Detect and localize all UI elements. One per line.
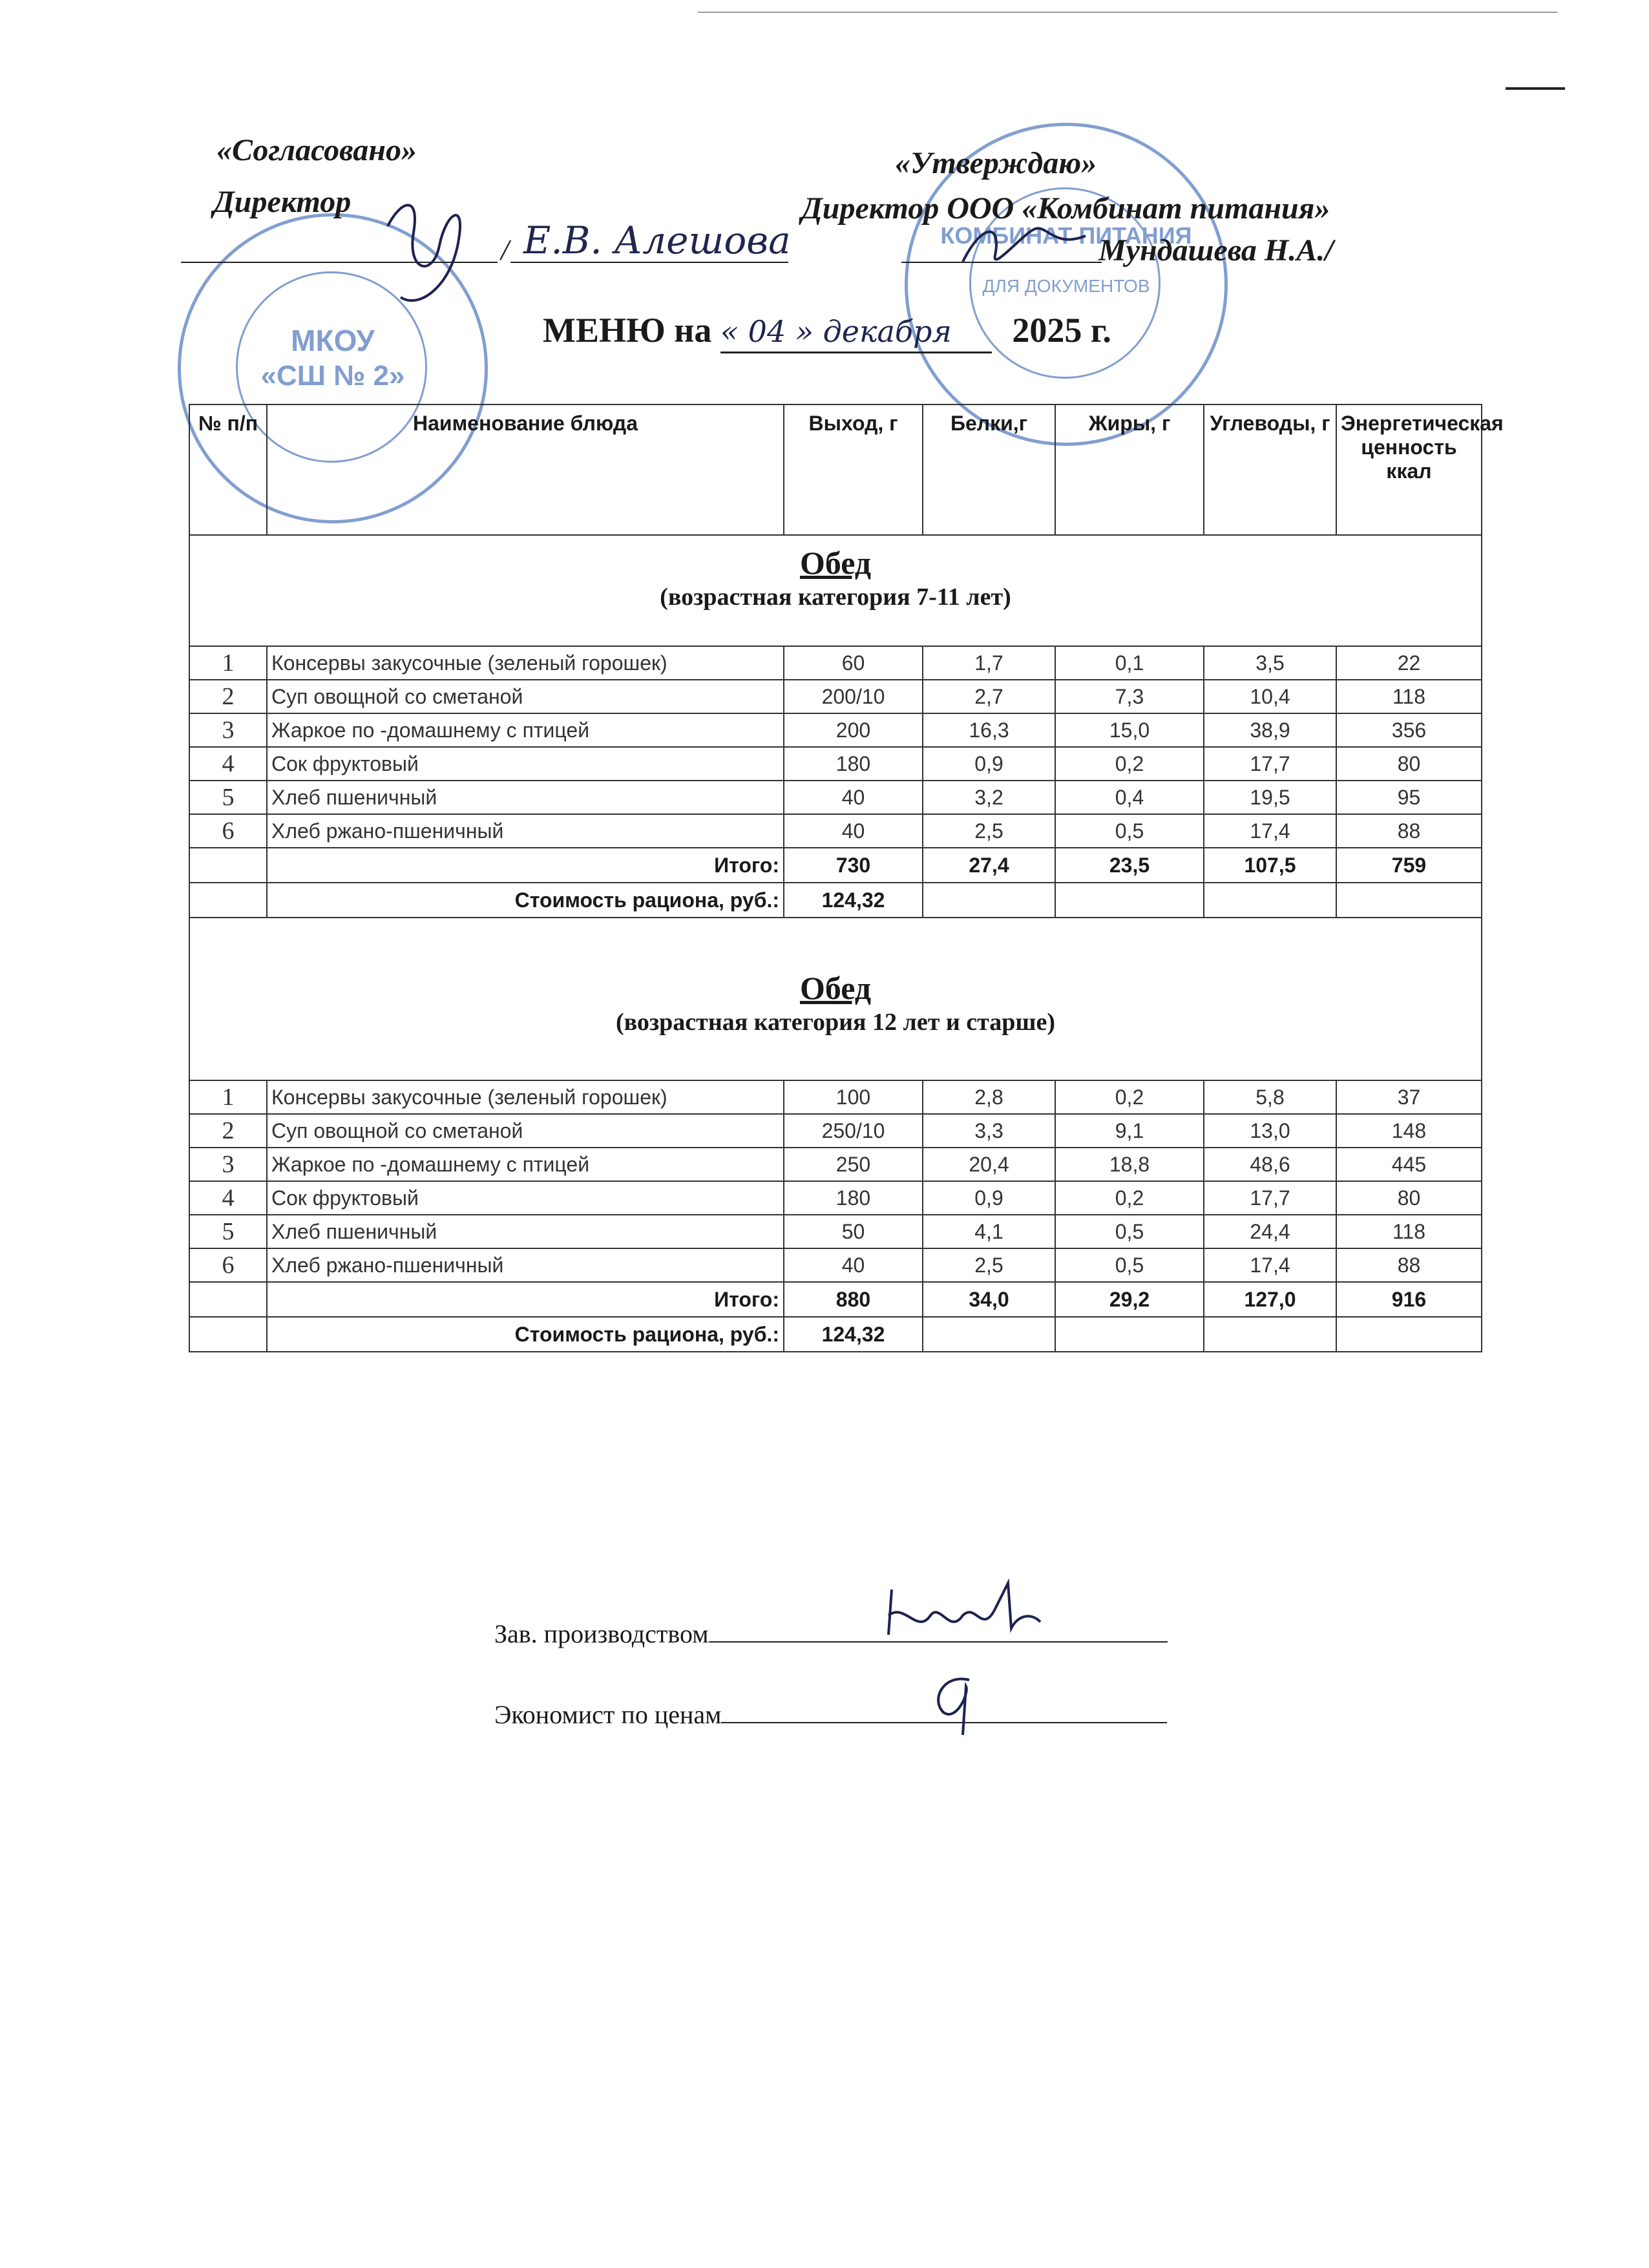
table-row [189,781,1482,814]
col-header-output: Выход, г [784,404,923,535]
kcal-value: 118 [1336,1215,1482,1248]
protein-value: 16,3 [923,713,1055,747]
output-value: 250 [784,1148,923,1181]
table-row [189,1080,1482,1114]
table-row [189,1215,1482,1248]
row-number: 6 [189,1248,267,1282]
fat-value: 0,4 [1055,781,1204,814]
total-label: Итого: [267,848,784,883]
kcal-value: 22 [1336,646,1482,680]
output-value: 40 [784,814,923,848]
agreed-role: Директор [213,185,352,219]
dish-name: Консервы закусочные (зеленый горошек) [267,1080,784,1114]
agreed-slash: / [501,233,509,266]
cost-empty-cell [1204,883,1336,918]
protein-value: 3,2 [923,781,1055,814]
protein-value: 4,1 [923,1215,1055,1248]
kombinat-stamp-line2: ДЛЯ ДОКУМЕНТОВ [982,276,1150,296]
total-empty-cell [189,1282,267,1317]
cost-empty-cell [189,1317,267,1352]
protein-value: 0,9 [923,1181,1055,1215]
cost-empty-cell [923,1317,1055,1352]
carbs-value: 17,4 [1204,1248,1336,1282]
scan-top-line [698,12,1557,13]
row-number: 5 [189,781,267,814]
table-row [189,814,1482,848]
cost-label: Стоимость рациона, руб.: [267,1317,784,1352]
economist-label: Экономист по ценам [494,1700,722,1729]
dish-name: Жаркое по -домашнему с птицей [267,713,784,747]
menu-year: 2025 г. [1012,311,1111,350]
total-kcal: 759 [1336,848,1482,883]
dish-name: Жаркое по -домашнему с птицей [267,1148,784,1181]
total-kcal: 916 [1336,1282,1482,1317]
col-header-carbs: Углеводы, г [1204,404,1336,535]
output-value: 40 [784,1248,923,1282]
dish-name: Консервы закусочные (зеленый горошек) [267,646,784,680]
cost-empty-cell [189,883,267,918]
agreed-title: «Согласовано» [216,133,417,167]
table-row [189,680,1482,713]
scan-mark [1506,87,1565,90]
fat-value: 0,5 [1055,814,1204,848]
section-header-row [189,535,1482,646]
fat-value: 18,8 [1055,1148,1204,1181]
output-value: 40 [784,781,923,814]
total-fat: 23,5 [1055,848,1204,883]
table-row [189,1248,1482,1282]
school-stamp-line2: «СШ № 2» [260,360,405,392]
cost-empty-cell [1336,1317,1482,1352]
kcal-value: 37 [1336,1080,1482,1114]
cost-value: 124,32 [784,1317,923,1352]
fat-value: 0,2 [1055,1181,1204,1215]
table-row [189,747,1482,781]
dish-name: Хлеб пшеничный [267,1215,784,1248]
total-output: 730 [784,848,923,883]
kcal-value: 95 [1336,781,1482,814]
protein-value: 2,7 [923,680,1055,713]
cost-value: 124,32 [784,883,923,918]
carbs-value: 3,5 [1204,646,1336,680]
cost-empty-cell [1055,883,1204,918]
output-value: 180 [784,747,923,781]
production-head-label: Зав. производством [494,1619,709,1648]
section-title: Обед [799,545,872,581]
total-row [189,848,1482,883]
fat-value: 9,1 [1055,1114,1204,1148]
section-header-row [189,918,1482,1080]
total-carbs: 107,5 [1204,848,1336,883]
section-subtitle: (возрастная категория 7-11 лет) [660,583,1011,611]
cost-empty-cell [1204,1317,1336,1352]
row-number: 3 [189,713,267,747]
row-number: 4 [189,1181,267,1215]
col-header-number: № п/п [189,404,267,535]
carbs-value: 17,7 [1204,1181,1336,1215]
total-fat: 29,2 [1055,1282,1204,1317]
cost-label: Стоимость рациона, руб.: [267,883,784,918]
dish-name: Сок фруктовый [267,747,784,781]
cost-empty-cell [1336,883,1482,918]
output-value: 180 [784,1181,923,1215]
table-row [189,1181,1482,1215]
economist-signature [494,1699,1167,1730]
dish-name: Суп овощной со сметаной [267,680,784,713]
protein-value: 2,8 [923,1080,1055,1114]
agreed-handwritten-name: Е.В. Алешова [523,218,791,262]
kcal-value: 80 [1336,747,1482,781]
approver-signature-icon [956,210,1098,275]
table-row [189,1114,1482,1148]
cost-empty-cell [1055,1317,1204,1352]
row-number: 1 [189,1080,267,1114]
dish-name: Хлеб ржано-пшеничный [267,814,784,848]
table-row [189,646,1482,680]
menu-table [189,404,1504,1352]
fat-value: 0,2 [1055,1080,1204,1114]
kcal-value: 88 [1336,814,1482,848]
col-header-kcal: Энергетическая ценность ккал [1336,404,1482,535]
kcal-value: 445 [1336,1148,1482,1181]
total-label: Итого: [267,1282,784,1317]
menu-title-prefix: МЕНЮ на [543,311,712,350]
menu-title [543,310,1111,353]
fat-value: 15,0 [1055,713,1204,747]
table-header-row [189,404,1482,535]
row-number: 1 [189,646,267,680]
kcal-value: 80 [1336,1181,1482,1215]
production-head-signature [494,1619,1168,1649]
section-header [189,535,1482,646]
total-protein: 34,0 [923,1282,1055,1317]
cost-empty-cell [923,883,1055,918]
approved-name: Мундашева Н.А./ [1098,233,1334,268]
protein-value: 2,5 [923,814,1055,848]
output-value: 50 [784,1215,923,1248]
output-value: 200 [784,713,923,747]
production-head-signature-icon [879,1577,1047,1648]
dish-name: Хлеб ржано-пшеничный [267,1248,784,1282]
kcal-value: 356 [1336,713,1482,747]
carbs-value: 48,6 [1204,1148,1336,1181]
section-header [189,918,1482,1080]
cost-row [189,883,1482,918]
fat-value: 7,3 [1055,680,1204,713]
dish-name: Хлеб пшеничный [267,781,784,814]
kcal-value: 88 [1336,1248,1482,1282]
carbs-value: 17,4 [1204,814,1336,848]
row-number: 2 [189,680,267,713]
table-row [189,1148,1482,1181]
carbs-value: 17,7 [1204,747,1336,781]
col-header-dish: Наименование блюда [267,404,784,535]
row-number: 2 [189,1114,267,1148]
row-number: 4 [189,747,267,781]
output-value: 60 [784,646,923,680]
carbs-value: 38,9 [1204,713,1336,747]
total-output: 880 [784,1282,923,1317]
carbs-value: 13,0 [1204,1114,1336,1148]
protein-value: 0,9 [923,747,1055,781]
col-header-protein: Белки,г [923,404,1055,535]
total-carbs: 127,0 [1204,1282,1336,1317]
carbs-value: 24,4 [1204,1215,1336,1248]
protein-value: 2,5 [923,1248,1055,1282]
protein-value: 1,7 [923,646,1055,680]
fat-value: 0,5 [1055,1248,1204,1282]
fat-value: 0,1 [1055,646,1204,680]
output-value: 200/10 [784,680,923,713]
kcal-value: 148 [1336,1114,1482,1148]
section-title: Обед [799,970,872,1006]
total-empty-cell [189,848,267,883]
agreed-name-line [510,262,788,263]
col-header-fat: Жиры, г [1055,404,1204,535]
protein-value: 3,3 [923,1114,1055,1148]
kombinat-stamp-line1: КОМБИНАТ ПИТАНИЯ [940,222,1192,249]
total-row [189,1282,1482,1317]
row-number: 5 [189,1215,267,1248]
section-subtitle: (возрастная категория 12 лет и старше) [615,1009,1056,1036]
fat-value: 0,2 [1055,747,1204,781]
output-value: 250/10 [784,1114,923,1148]
carbs-value: 10,4 [1204,680,1336,713]
cost-row [189,1317,1482,1352]
dish-name: Сок фруктовый [267,1181,784,1215]
protein-value: 20,4 [923,1148,1055,1181]
school-stamp-line1: МКОУ [291,324,375,357]
fat-value: 0,5 [1055,1215,1204,1248]
dish-name: Суп овощной со сметаной [267,1114,784,1148]
table-row [189,713,1482,747]
economist-signature-icon [918,1667,995,1738]
kcal-value: 118 [1336,680,1482,713]
carbs-value: 19,5 [1204,781,1336,814]
row-number: 3 [189,1148,267,1181]
approved-role: Директор ООО «Комбинат питания» [801,191,1330,226]
output-value: 100 [784,1080,923,1114]
menu-date-handwritten: « 04 » декабря [720,311,992,353]
carbs-value: 5,8 [1204,1080,1336,1114]
approved-title: «Утверждаю» [895,146,1097,180]
total-protein: 27,4 [923,848,1055,883]
row-number: 6 [189,814,267,848]
